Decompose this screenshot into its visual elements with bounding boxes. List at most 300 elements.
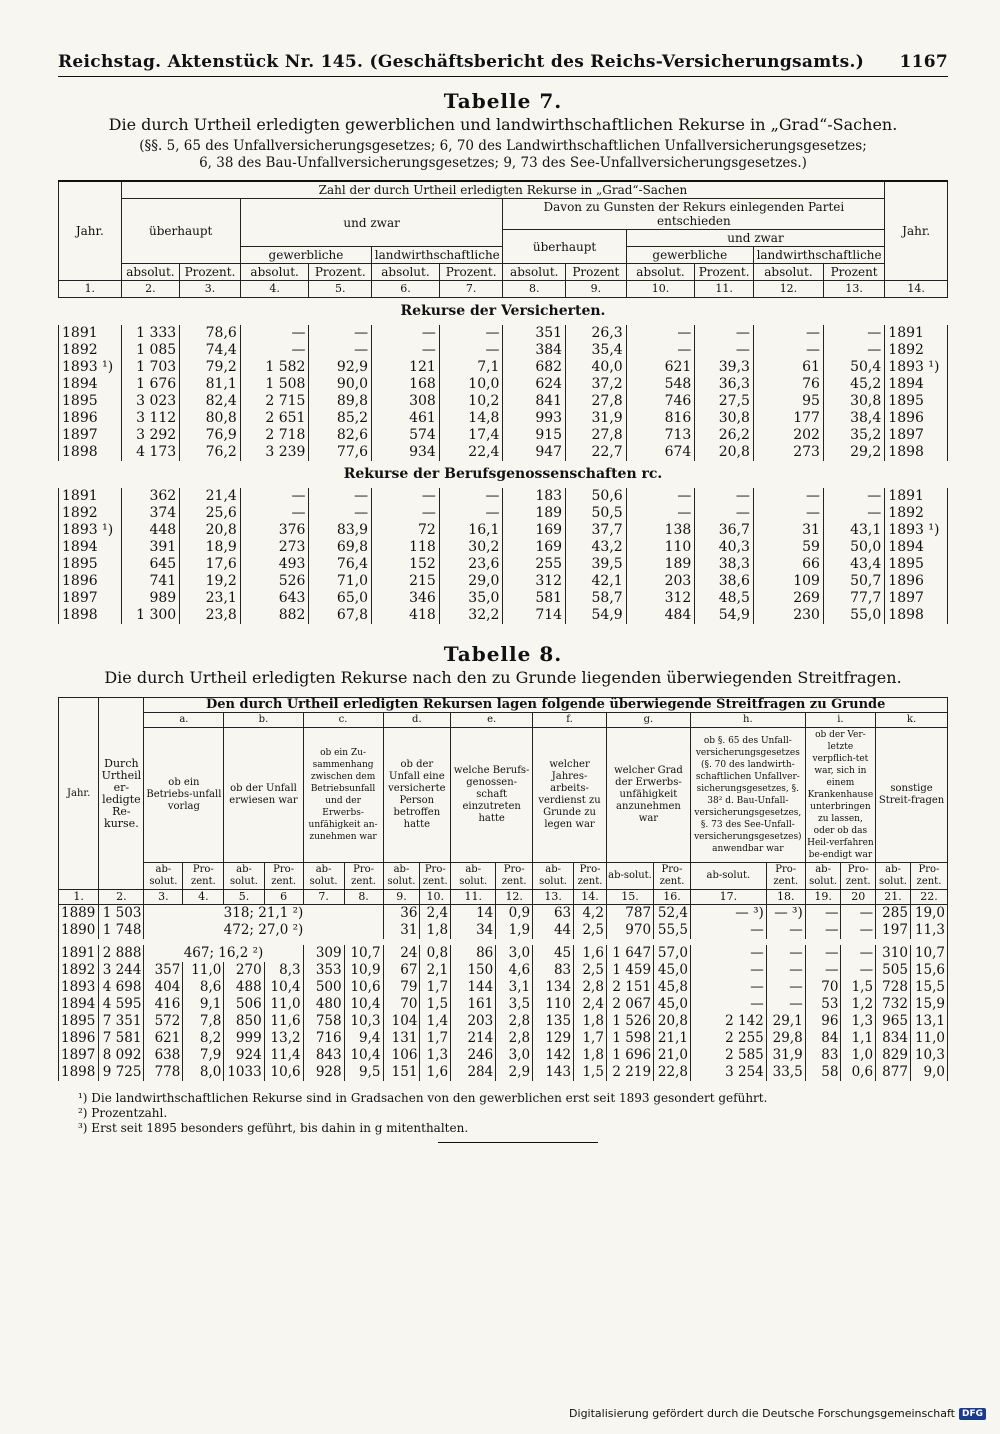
table-cell: 10,4 [344,996,383,1013]
table-cell: 43,1 [823,522,884,539]
table-cell: 448 [121,522,180,539]
table-cell: 9,4 [344,1030,383,1047]
table-cell: 104 [383,1013,420,1030]
table-cell: — [439,342,503,359]
table-cell: 72 [372,522,440,539]
table-row [59,590,948,607]
table-cell: 1898 [59,444,122,461]
t8-column-number: 14. [574,890,607,905]
t8-h-prozent: Pro-zent. [183,863,224,890]
table-cell: 9,5 [344,1064,383,1081]
t8-h-absolut: ab-solut. [805,863,841,890]
table-cell: 1895 [59,393,122,410]
table-cell: 2,8 [574,979,607,996]
table-cell: 135 [533,1013,574,1030]
table-cell: 999 [224,1030,264,1047]
table-cell: 841 [503,393,566,410]
table-cell: 572 [144,1013,183,1030]
table-row [59,922,948,939]
table-cell: 1894 [885,376,948,393]
footnote-3: ³) Erst seit 1895 besonders geführt, bis dahin in g mitenthalten. [78,1121,469,1135]
table-cell: 96 [805,1013,841,1030]
table-cell: 177 [753,410,823,427]
table-cell: 21,4 [180,488,241,505]
table-cell: 50,7 [823,573,884,590]
table-cell: 472; 27,0 ²) [144,922,383,939]
h-prozent: Prozent. [309,264,372,281]
t8-h-prozent: Pro-zent. [496,863,533,890]
table-cell: 1892 [885,505,948,522]
table-cell: 67 [383,962,420,979]
table-cell: — [690,922,766,939]
table-cell: 1894 [885,539,948,556]
table-row [59,1030,948,1047]
table-cell: 638 [144,1047,183,1064]
table-cell: — [766,922,805,939]
t8-column-number: 12. [496,890,533,905]
table-cell: 1,3 [420,1047,451,1064]
table-cell: 4,2 [574,905,607,923]
table-row [59,505,948,522]
table-cell: 1033 [224,1064,264,1081]
table-cell: 2,4 [574,996,607,1013]
table-cell: 3,0 [496,1047,533,1064]
table-cell: 746 [626,393,695,410]
table-cell: 45,0 [654,996,691,1013]
table-cell: 1 503 [99,905,144,923]
table-cell: — [823,488,884,505]
t8-col-durch: Durch Urtheil er-ledigte Re-kurse. [99,698,144,890]
table-cell: 970 [606,922,653,939]
table-cell: 1,8 [420,922,451,939]
t8-h-absolut: ab-solut. [533,863,574,890]
table-cell: 57,0 [654,945,691,962]
t8-h-prozent: Pro-zent. [910,863,947,890]
table-cell: 500 [303,979,344,996]
table-cell: 1,7 [420,1030,451,1047]
table-cell: 109 [753,573,823,590]
column-number: 13. [823,281,884,298]
table-cell: 33,5 [766,1064,805,1081]
table-cell: 76,2 [180,444,241,461]
table-cell: 1895 [59,1013,99,1030]
t8-h-prozent: Pro-zent. [420,863,451,890]
table-cell: 1 647 [606,945,653,962]
table-cell: — [240,342,309,359]
table-cell: — [240,505,309,522]
table-cell: 1893 ¹) [59,522,122,539]
table-cell: 1891 [59,945,99,962]
table-cell: — [695,325,754,342]
t8-question: ob §. 65 des Unfall-versicherungsgesetzes (§. 70 des landwirth-schaftlichen Unfallver-sicherungsgesetzes, §. 38² d. Bau-Unfall-versicherungsgesetzes, §. 73 des See-Unfall-versicherungsgesetzes) anwendbar war [690,728,805,863]
column-number: 7. [439,281,503,298]
table-cell: 65,0 [309,590,372,607]
table-cell: 131 [383,1030,420,1047]
t8-letters-row [59,713,948,728]
table-cell: 3 254 [690,1064,766,1081]
table-cell: 418 [372,607,440,624]
table-cell: 374 [121,505,180,522]
column-number: 3. [180,281,241,298]
table-cell: — [805,922,841,939]
table7-subtitle: Die durch Urtheil erledigten gewerblichen und landwirthschaftlichen Rekurse in „Grad“-Sachen. [108,115,898,134]
table-row [59,444,948,461]
t8-h-absolut: ab-solut. [451,863,496,890]
t8-column-number: 10. [420,890,451,905]
t8-column-number: 15. [606,890,653,905]
table-row [59,1013,948,1030]
table-cell: 2,5 [574,922,607,939]
table-cell: 1 696 [606,1047,653,1064]
t8-column-number: 21. [876,890,911,905]
table-cell: 674 [626,444,695,461]
table-cell: 1,7 [420,979,451,996]
table-cell: 2 651 [240,410,309,427]
table-cell: 2 067 [606,996,653,1013]
table-cell: — [690,979,766,996]
t8-h-absolut: ab-solut. [383,863,420,890]
t8-question: ob ein Betriebs-unfall vorlag [144,728,224,863]
section-versicherte-label: Rekurse der Versicherten. [400,303,606,319]
table-cell: 10,0 [439,376,503,393]
header-zahl: Zahl der durch Urtheil erledigten Rekurse in „Grad“-Sachen [121,181,885,199]
table-cell: 284 [451,1064,496,1081]
table-cell: 843 [303,1047,344,1064]
table-cell: 758 [303,1013,344,1030]
table-cell: 1 526 [606,1013,653,1030]
table-cell: — [690,962,766,979]
table-cell: 1,3 [841,1013,876,1030]
table-cell: 1,9 [496,922,533,939]
table-row [59,342,948,359]
t8-h-absolut: ab-solut. [876,863,911,890]
table-cell: 23,1 [180,590,241,607]
table-cell: 621 [144,1030,183,1047]
table-cell: 1,5 [420,996,451,1013]
t8-question: welcher Jahres-arbeits-verdienst zu Grunde zu legen war [533,728,607,863]
header-davon-ueberhaupt: überhaupt [503,230,626,264]
t8-h-prozent: Pro-zent. [841,863,876,890]
table-cell: 77,6 [309,444,372,461]
table-cell: 168 [372,376,440,393]
table-cell: 189 [626,556,695,573]
table-cell: — [841,922,876,939]
section-berufsgenossenschaften [59,461,948,488]
t8-letter: a. [144,713,224,728]
table-cell: 214 [451,1030,496,1047]
table-cell: 22,7 [566,444,627,461]
table-cell: 21,0 [654,1047,691,1064]
table-cell: 169 [503,539,566,556]
table7 [58,180,948,624]
t8-question: ob der Unfall eine versicherte Person betroffen hatte [383,728,451,863]
t8-letter: c. [303,713,383,728]
table-cell: 2 888 [99,945,144,962]
table-cell: 1,5 [574,1064,607,1081]
table-row [59,522,948,539]
column-number: 9. [566,281,627,298]
table-cell: — [372,505,440,522]
table-cell: 1898 [59,1064,99,1081]
table-cell: 1,8 [574,1047,607,1064]
table-cell: — [309,505,372,522]
table-cell: 310 [876,945,911,962]
table-row [59,996,948,1013]
table-cell: 23,6 [439,556,503,573]
table-cell: 1898 [885,444,948,461]
t8-column-number: 22. [910,890,947,905]
table-cell: 2 585 [690,1047,766,1064]
t8-col-jahr: Jahr. [59,698,99,890]
table-cell: 346 [372,590,440,607]
table-cell: 27,5 [695,393,754,410]
table-cell: 682 [503,359,566,376]
table-cell: 928 [303,1064,344,1081]
table-cell: 54,9 [566,607,627,624]
table-cell: 19,2 [180,573,241,590]
table-cell: 1 703 [121,359,180,376]
table-cell: 645 [121,556,180,573]
table-cell: 7 351 [99,1013,144,1030]
table-cell: 48,5 [695,590,754,607]
table-cell: 4 698 [99,979,144,996]
table-row [59,1064,948,1081]
table-cell: 36 [383,905,420,923]
table-cell: 8,3 [264,962,303,979]
table-cell: 45,2 [823,376,884,393]
table-cell: 3 112 [121,410,180,427]
table-cell: 13,2 [264,1030,303,1047]
table-cell: 77,7 [823,590,884,607]
table-cell: 778 [144,1064,183,1081]
table-cell: 3 239 [240,444,309,461]
table-cell: — [841,962,876,979]
table-cell: 312 [503,573,566,590]
table-cell: 713 [626,427,695,444]
table-cell: 2,5 [574,962,607,979]
h-prozent: Prozent. [439,264,503,281]
table-cell: — ³) [766,905,805,923]
table-row [59,607,948,624]
table-cell: 1897 [59,590,122,607]
table-cell: 76,9 [180,427,241,444]
table-cell: 2 219 [606,1064,653,1081]
table-cell: 45,8 [654,979,691,996]
table-cell: 63 [533,905,574,923]
t8-letter: d. [383,713,451,728]
table-cell: 50,5 [566,505,627,522]
table-cell: 581 [503,590,566,607]
table-cell: 10,6 [264,1064,303,1081]
t8-h-absolut: ab-solut. [303,863,344,890]
table-cell: 716 [303,1030,344,1047]
table-cell: 20,8 [695,444,754,461]
table-cell: 285 [876,905,911,923]
table-cell: 24 [383,945,420,962]
header-undzwar: und zwar [240,199,503,247]
table-cell: 58 [805,1064,841,1081]
table-cell: 106 [383,1047,420,1064]
table-cell: 110 [626,539,695,556]
table-cell: 45,0 [654,962,691,979]
header-davon-undzwar: und zwar [626,230,885,247]
table-cell: 26,2 [695,427,754,444]
table-cell: 10,6 [344,979,383,996]
t8-question: welcher Grad der Erwerbs-unfähigkeit anzunehmen war [606,728,690,863]
table-cell: 1895 [885,556,948,573]
table-cell: 29,2 [823,444,884,461]
table-cell: 4 173 [121,444,180,461]
table-cell: — [240,488,309,505]
table-cell: 2 142 [690,1013,766,1030]
table-cell: 246 [451,1047,496,1064]
table-cell: — [439,325,503,342]
t8-column-number: 20 [841,890,876,905]
table-cell: 29,0 [439,573,503,590]
h-absolut: absolut. [240,264,309,281]
table-cell: 1892 [885,342,948,359]
table-cell: 947 [503,444,566,461]
table-cell: 1893 ¹) [59,359,122,376]
table-row [59,962,948,979]
table-cell: 1,4 [420,1013,451,1030]
header-gewerbliche: gewerbliche [240,247,371,264]
table-cell: 11,3 [910,922,947,939]
table-cell: — ³) [690,905,766,923]
table-cell: 82,4 [180,393,241,410]
table-cell: — [626,325,695,342]
table-cell: 83,9 [309,522,372,539]
table-cell: 55,0 [823,607,884,624]
column-number: 4. [240,281,309,298]
header-davon-landw: landwirthschaftliche [753,247,884,264]
table-cell: 150 [451,962,496,979]
t8-letter: f. [533,713,607,728]
table-cell: 1897 [885,590,948,607]
table-cell: 230 [753,607,823,624]
table-cell: 71,0 [309,573,372,590]
h-prozent: Prozent [823,264,884,281]
table-cell: 83 [805,1047,841,1064]
section-versicherte [59,298,948,326]
table-cell: 1889 [59,905,99,923]
table-cell: 59 [753,539,823,556]
column-number: 10. [626,281,695,298]
table-cell: — [823,325,884,342]
footer-rule [438,1142,598,1143]
t8-column-number: 4. [183,890,224,905]
h-absolut: absolut. [372,264,440,281]
h-absolut: absolut. [626,264,695,281]
t8-h-absolut: ab-solut. [606,863,653,890]
table-cell: — [695,505,754,522]
table-cell: 54,9 [695,607,754,624]
header-davon-gewerbliche: gewerbliche [626,247,753,264]
t8-question: ob der Ver-letzte verpflich-tet war, sich in einem Krankenhause unterbringen zu lassen, oder ob das Heil-verfahren be-endigt war [805,728,875,863]
t8-h-prozent: Pro-zent. [654,863,691,890]
table-cell: 269 [753,590,823,607]
table-cell: 30,8 [695,410,754,427]
table-cell: 7,1 [439,359,503,376]
table-cell: 1,6 [574,945,607,962]
t8-column-numbers [59,890,948,905]
table-cell: — [753,488,823,505]
table-cell: 138 [626,522,695,539]
t8-question: ob der Unfall erwiesen war [224,728,303,863]
table-row [59,905,948,923]
table-cell: 1890 [59,922,99,939]
table-cell: — [240,325,309,342]
table-cell: 8 092 [99,1047,144,1064]
table-cell: — [309,342,372,359]
table7-laws [58,138,948,172]
table-cell: 2 151 [606,979,653,996]
table-cell: — [695,342,754,359]
table-cell: 255 [503,556,566,573]
table-cell: 461 [372,410,440,427]
table-cell: 35,2 [823,427,884,444]
table-cell: 787 [606,905,653,923]
table-cell: 10,3 [910,1047,947,1064]
table-cell: 270 [224,962,264,979]
table-cell: 1891 [59,325,122,342]
table-cell: 351 [503,325,566,342]
table-cell: 1896 [885,410,948,427]
table-cell: 1893 ¹) [885,522,948,539]
table-cell: 526 [240,573,309,590]
table-cell: 34 [451,922,496,939]
table-cell: 1 598 [606,1030,653,1047]
h-absolut: absolut. [503,264,566,281]
table-cell: 309 [303,945,344,962]
table-cell: 203 [451,1013,496,1030]
table-cell: 143 [533,1064,574,1081]
table-cell: 121 [372,359,440,376]
table-cell: 66 [753,556,823,573]
table-cell: 1898 [59,607,122,624]
table-cell: 7,8 [183,1013,224,1030]
table-cell: 318; 21,1 ²) [144,905,383,923]
table-cell: 1894 [59,376,122,393]
table-cell: 197 [876,922,911,939]
table-cell: — [766,945,805,962]
table-cell: — [626,488,695,505]
column-number: 1. [59,281,122,298]
table-cell: 829 [876,1047,911,1064]
table-cell: 7 581 [99,1030,144,1047]
h-absolut: absolut. [753,264,823,281]
table-cell: 129 [533,1030,574,1047]
table-cell: 58,7 [566,590,627,607]
table-cell: 353 [303,962,344,979]
table-cell: 53 [805,996,841,1013]
t8-column-number: 18. [766,890,805,905]
table-cell: 10,4 [344,1047,383,1064]
table-row [59,979,948,996]
table-cell: 14 [451,905,496,923]
table-cell: 52,4 [654,905,691,923]
table-cell: 1 676 [121,376,180,393]
table-cell: 15,9 [910,996,947,1013]
t8-letter: g. [606,713,690,728]
table-cell: 10,7 [910,945,947,962]
table-cell: 39,5 [566,556,627,573]
footnotes [78,1091,948,1136]
table-cell: 35,0 [439,590,503,607]
table-cell: 308 [372,393,440,410]
table-cell: 416 [144,996,183,1013]
table-cell: 10,9 [344,962,383,979]
